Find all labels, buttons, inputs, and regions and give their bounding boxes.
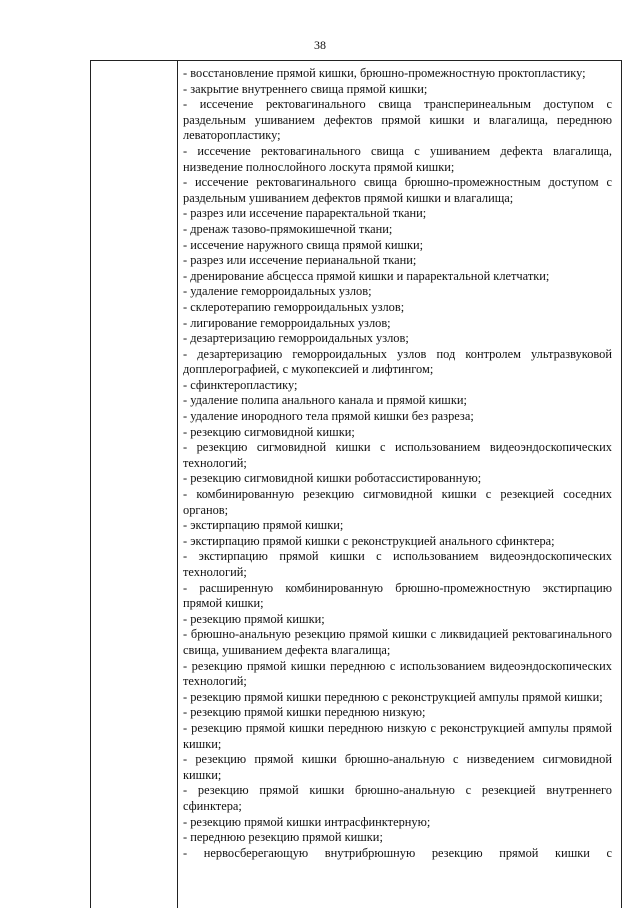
procedure-item: - экстирпацию прямой кишки с реконструкцией анального сфинктера;	[183, 533, 555, 548]
procedure-item: - разрез или иссечение параректальной ткани;	[183, 206, 427, 221]
procedure-item: - дренирование абсцесса прямой кишки и параректальной клетчатки;	[183, 268, 550, 283]
column-divider	[177, 61, 178, 908]
procedure-item: - резекцию сигмовидной кишки с использованием видеоэндоскопических технологий;	[183, 440, 612, 470]
procedure-item: - резекцию прямой кишки брюшно-анальную с низведением сигмовидной кишки;	[183, 752, 612, 782]
procedure-item: - комбинированную резекцию сигмовидной кишки с резекцией соседних органов;	[183, 487, 612, 517]
procedure-item: - дренаж тазово-прямокишечной ткани;	[183, 221, 393, 236]
procedure-item: - сфинктеропластику;	[183, 377, 298, 392]
procedure-item: - склеротерапию геморроидальных узлов;	[183, 299, 405, 314]
procedure-item: - переднюю резекцию прямой кишки;	[183, 830, 383, 845]
empty-left-cell	[91, 61, 177, 908]
procedure-item: - резекцию прямой кишки брюшно-анальную с резекцией внутреннего сфинктера;	[183, 783, 612, 813]
procedure-item: - резекцию сигмовидной кишки;	[183, 424, 355, 439]
procedure-item: - экстирпацию прямой кишки с использованием видеоэндоскопических технологий;	[183, 549, 612, 579]
procedure-item: - иссечение ректовагинального свища с ушиванием дефекта влагалища, низведение полнослойного лоскута прямой кишки;	[183, 143, 612, 174]
procedure-item: - иссечение ректовагинального свища трансперинеальным доступом с раздельным ушиванием дефектов прямой кишки и влагалища, переднюю леваторопластику;	[183, 97, 612, 143]
procedure-item: - разрез или иссечение перианальной ткани;	[183, 253, 417, 268]
procedure-item: - удаление инородного тела прямой кишки без разреза;	[183, 409, 474, 424]
procedure-item: - резекцию прямой кишки переднюю с использованием видеоэндоскопических технологий;	[183, 658, 612, 689]
procedure-item: - иссечение ректовагинального свища брюшно-промежностным доступом с раздельным ушиванием дефектов прямой кишки и влагалища;	[183, 175, 612, 205]
procedure-list	[183, 66, 612, 861]
procedure-item: - дезартеризацию геморроидальных узлов под контролем ультразвуковой допплерографией, с мукопексией и лифтингом;	[183, 346, 612, 377]
procedure-item: - лигирование геморроидальных узлов;	[183, 315, 391, 330]
procedure-item: - восстановление прямой кишки, брюшно-промежностную проктопластику;	[183, 66, 586, 80]
procedure-item: - расширенную комбинированную брюшно-промежностную экстирпацию прямой кишки;	[183, 580, 612, 611]
procedure-item: - нервосберегающую внутрибрюшную резекцию прямой кишки с	[183, 845, 612, 860]
procedure-item: - резекцию сигмовидной кишки роботассистированную;	[183, 471, 482, 486]
procedure-item: - экстирпацию прямой кишки;	[183, 518, 344, 533]
procedure-item: - удаление полипа анального канала и прямой кишки;	[183, 393, 467, 408]
page-number: 38	[314, 38, 326, 52]
procedure-item: - резекцию прямой кишки;	[183, 611, 325, 626]
procedure-item: - дезартеризацию геморроидальных узлов;	[183, 331, 409, 346]
procedure-item: - брюшно-анальную резекцию прямой кишки с ликвидацией ректовагинального свища, ушиванием дефекта влагалища;	[183, 627, 612, 657]
procedure-item: - резекцию прямой кишки интрасфинктерную;	[183, 814, 431, 829]
procedure-item: - резекцию прямой кишки переднюю с реконструкцией ампулы прямой кишки;	[183, 689, 603, 704]
procedure-item: - удаление геморроидальных узлов;	[183, 284, 372, 299]
procedure-item: - иссечение наружного свища прямой кишки;	[183, 237, 424, 252]
procedure-item: - резекцию прямой кишки переднюю низкую;	[183, 705, 426, 720]
table-frame	[90, 60, 622, 908]
procedure-item: - резекцию прямой кишки переднюю низкую с реконструкцией ампулы прямой кишки;	[183, 720, 612, 751]
procedure-item: - закрытие внутреннего свища прямой кишки;	[183, 81, 428, 96]
